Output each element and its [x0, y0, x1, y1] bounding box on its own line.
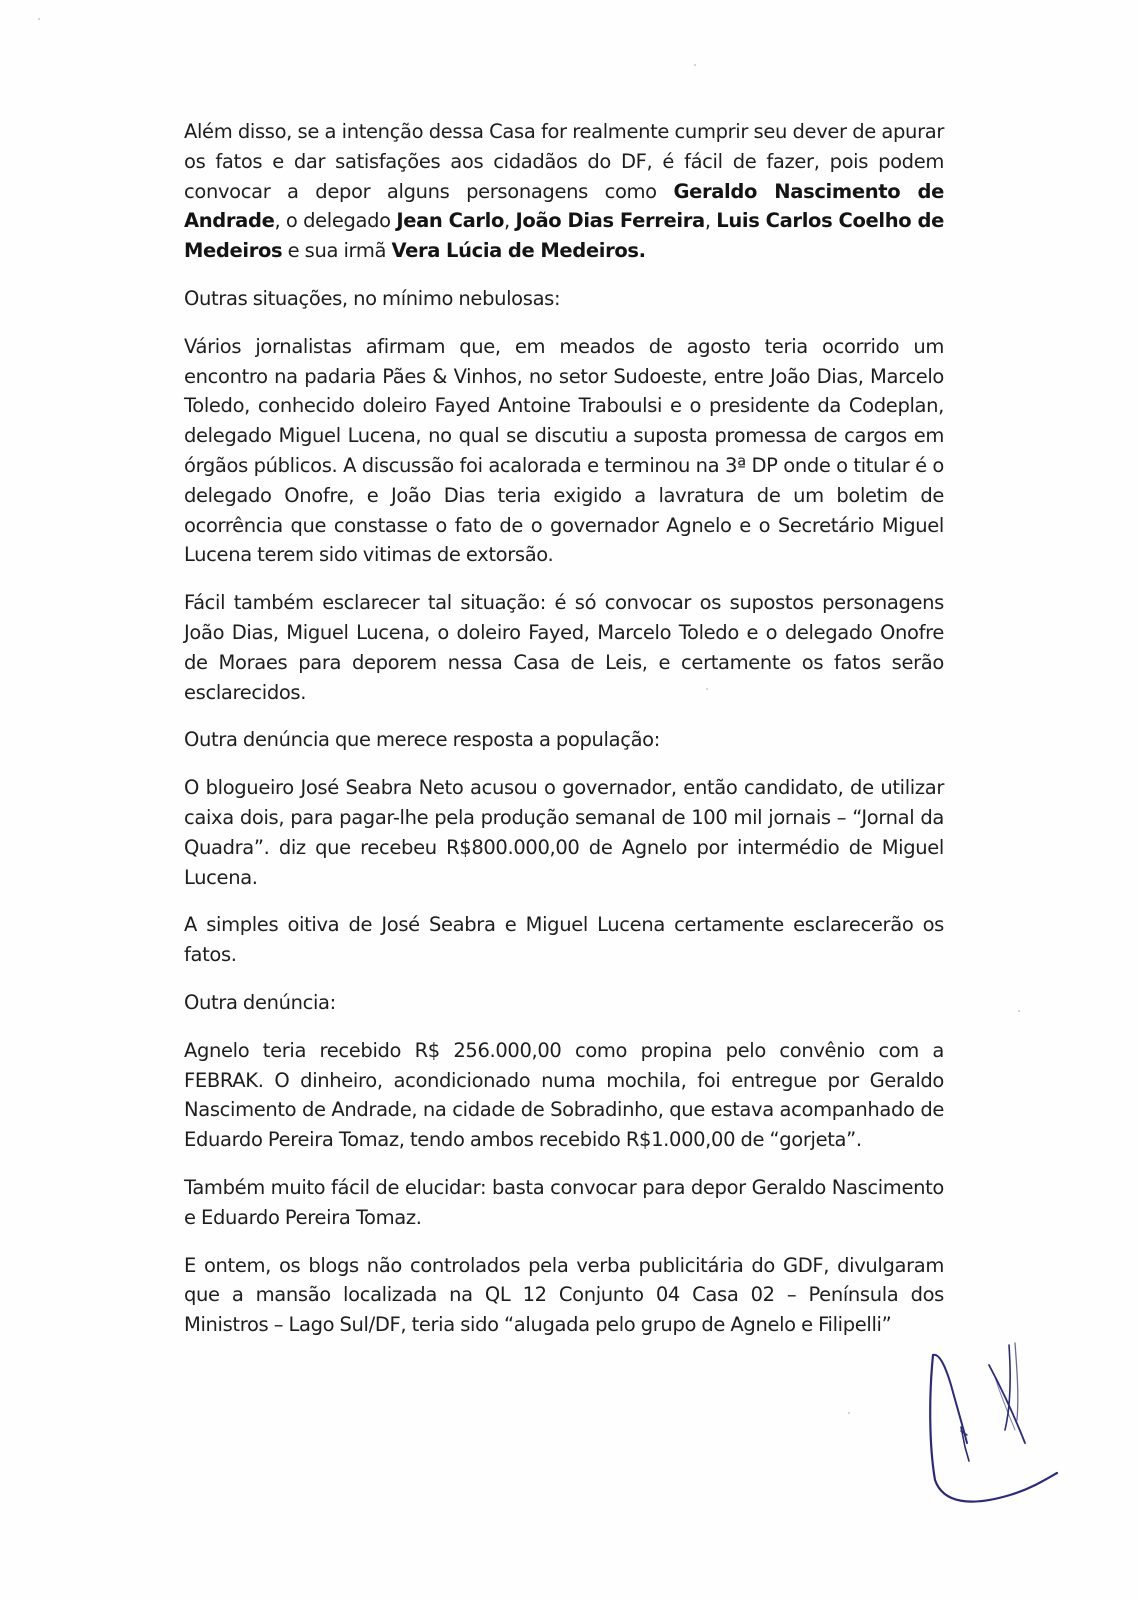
scan-speck [848, 1412, 850, 1414]
text-segment: Outra denúncia que merece resposta a população: [184, 728, 660, 752]
text-segment: e sua irmã [282, 239, 392, 263]
bold-name: Luis Carlos Coelho de Medeiros [184, 209, 944, 263]
paragraph-blogger-accusation [184, 773, 944, 892]
paragraph-elucidate [184, 1173, 944, 1233]
scan-speck [1018, 1010, 1020, 1012]
paragraph-bribe-febrak [184, 1036, 944, 1155]
paragraph-hearing [184, 910, 944, 970]
text-segment: E ontem, os blogs não controlados pela verba publicitária do GDF, divulgaram que a mansão localizada na QL 12 Conjunto 04 Casa 02 – Península dos Ministros – Lago Sul/DF, teria sido “alugada pelo grupo de Agnelo e Filipelli” [184, 1253, 944, 1337]
scan-speck [38, 18, 40, 20]
signature-strokes [915, 1335, 1075, 1510]
text-segment: , o delegado [274, 209, 397, 233]
text-segment: Outra denúncia: [184, 990, 336, 1014]
handwritten-signature-icon [915, 1335, 1075, 1510]
text-segment: Vários jornalistas afirmam que, em meados de agosto teria ocorrido um encontro na padaria Pães & Vinhos, no setor Sudoeste, entre João Dias, Marcelo Toledo, conhecido doleiro Fayed Antoine Traboulsi e o presidente da Codeplan, delegado Miguel Lucena, no qual se discutiu a suposta promessa de cargos em órgãos públicos. A discussão foi acalorada e terminou na 3ª DP onde o titular é o delegado Onofre, e João Dias teria exigido a lavratura de um boletim de ocorrência que constasse o fato de o governador Agnelo e o Secretário Miguel Lucena terem sido vitimas de extorsão. [184, 334, 944, 567]
document-page [184, 117, 944, 1358]
text-segment: Fácil também esclarecer tal situação: é só convocar os supostos personagens João Dias, Miguel Lucena, o doleiro Fayed, Marcelo Toledo e o delegado Onofre de Moraes para deporem nessa Casa de Leis, e certamente os fatos serão esclarecidos. [184, 591, 944, 704]
text-segment: , [704, 209, 717, 233]
bold-name: Vera Lúcia de Medeiros. [391, 239, 646, 263]
paragraph-clarify-meeting [184, 588, 944, 707]
scan-speck [694, 64, 696, 66]
text-segment: Além disso, se a intenção dessa Casa for realmente cumprir seu dever de apurar os fatos e dar satisfações aos cidadãos do DF, é fácil de fazer, pois podem convocar a depor alguns personagens como [184, 120, 944, 203]
paragraph-call-witnesses [184, 117, 944, 266]
bold-name: João Dias Ferreira [515, 209, 705, 233]
paragraph-another-complaint-short [184, 988, 944, 1018]
text-segment: Outras situações, no mínimo nebulosas: [184, 286, 561, 310]
bold-name: Jean Carlo [396, 209, 505, 233]
text-segment: Também muito fácil de elucidar: basta convocar para depor Geraldo Nascimento e Eduardo Pereira Tomaz. [184, 1175, 944, 1229]
text-segment: A simples oitiva de José Seabra e Miguel Lucena certamente esclarecerão os fatos. [184, 913, 944, 967]
text-segment: , [504, 209, 516, 233]
bold-name: Geraldo Nascimento de Andrade [184, 179, 944, 233]
text-segment: O blogueiro José Seabra Neto acusou o governador, então candidato, de utilizar caixa dois, para pagar-lhe pela produção semanal de 100 mil jornais – “Jornal da Quadra”. diz que recebeu R$800.000,00 de Agnelo por intermédio de Miguel Lucena. [184, 776, 944, 889]
paragraph-nebulous-situations-heading [184, 284, 944, 314]
paragraph-another-complaint-heading [184, 725, 944, 755]
text-segment: Agnelo teria recebido R$ 256.000,00 como propina pelo convênio com a FEBRAK. O dinheiro, acondicionado numa mochila, foi entregue por Geraldo Nascimento de Andrade, na cidade de Sobradinho, que estava acompanhado de Eduardo Pereira Tomaz, tendo ambos recebido R$1.000,00 de “gorjeta”. [184, 1038, 944, 1152]
paragraph-bakery-meeting [184, 332, 944, 570]
paragraph-mansion [184, 1251, 944, 1340]
scan-speck [706, 688, 708, 690]
